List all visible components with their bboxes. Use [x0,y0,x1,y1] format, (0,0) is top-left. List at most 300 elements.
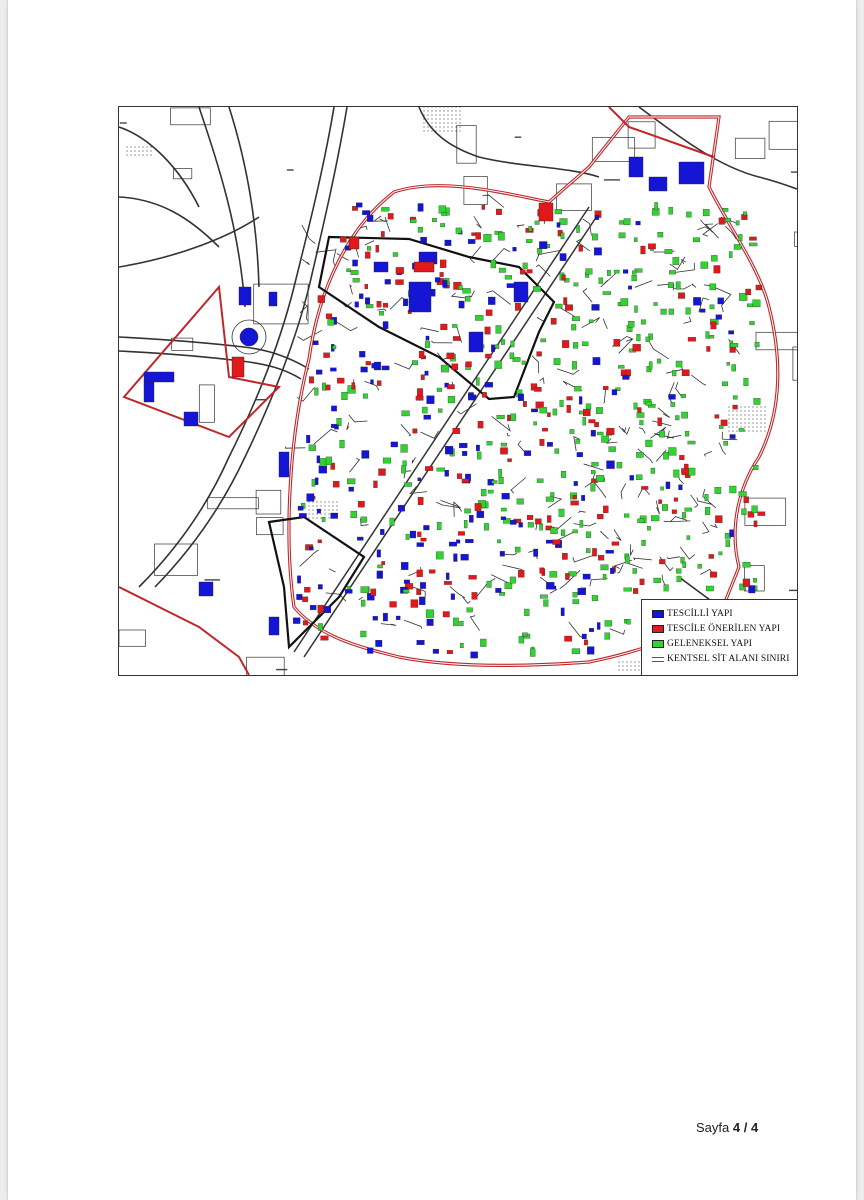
building [587,647,594,655]
hatch-dot [431,126,432,127]
building [513,247,517,251]
building [730,486,737,493]
building [553,540,561,545]
building [711,255,717,261]
building [732,365,736,372]
hatch-dot [312,501,313,502]
building [730,343,738,347]
building [424,525,430,530]
building [688,468,695,475]
building [321,636,329,640]
building [533,286,541,291]
hatch-dot [744,426,745,427]
building [418,478,421,481]
street [507,433,510,436]
registered-block [679,162,704,184]
building [733,405,738,409]
building [309,377,314,384]
building [382,561,385,564]
building [640,579,644,585]
street [658,408,670,418]
building [579,397,582,405]
building [669,270,675,274]
hatch-dot [431,122,432,123]
hatch-dot [740,422,741,423]
hatch-dot [744,406,745,407]
building [293,618,300,624]
building [624,514,629,518]
street [350,285,353,294]
building [583,574,590,579]
building [565,573,569,579]
building [669,309,674,315]
building [340,440,345,448]
building [317,509,321,513]
building [599,278,603,284]
street [517,225,524,228]
hatch-dot [328,505,329,506]
street [470,616,479,631]
building [527,270,533,274]
building [447,385,454,390]
building [523,401,527,406]
building [607,428,615,435]
building [396,267,404,273]
hatch-dot [308,505,309,506]
building [557,223,560,228]
building [328,319,334,325]
street [285,446,305,448]
annotation-mark [515,137,522,138]
hatch-dot [626,669,627,670]
street [704,285,731,294]
building [496,326,501,334]
street [579,511,586,513]
building [457,474,462,479]
building [453,618,458,626]
registered-block [469,332,483,352]
building [686,212,691,217]
street [474,216,482,228]
building [445,240,451,246]
building [555,209,562,214]
building [403,461,407,466]
building [333,481,339,487]
hatch-dot [443,110,444,111]
street [705,451,712,456]
hatch-dot [146,150,147,151]
building [730,435,736,439]
building [388,213,393,219]
hatch-dot [423,122,424,123]
building [565,636,572,641]
building [586,269,593,275]
building [577,452,583,457]
building [669,394,676,399]
building [693,297,701,305]
building [628,286,632,289]
hatch-dot [634,661,635,662]
street [574,437,579,451]
building [753,578,757,582]
building [359,294,363,299]
building [462,451,467,456]
building [487,441,493,445]
hatch-dot [455,107,456,108]
building [524,609,529,616]
hatch-dot [427,122,428,123]
annotation-mark [276,669,287,670]
hatch-dot [732,418,733,419]
hatch-dot [324,501,325,502]
building [320,458,327,466]
hatch-dot [150,146,151,147]
hatch-dot [736,410,737,411]
street [600,531,608,538]
building [313,341,318,345]
building [672,370,676,376]
building [666,482,670,489]
building [710,572,717,578]
building [655,202,658,210]
hatch-dot [618,665,619,666]
hatch-dot [752,426,753,427]
hatch-dot [316,517,317,518]
road-line [119,197,219,247]
street-linework [119,107,797,675]
building [537,352,542,357]
building [654,578,661,583]
building [592,234,597,240]
street [349,415,368,422]
hatch-dot [130,154,131,155]
building [312,479,315,486]
street [482,195,504,207]
building [603,292,611,295]
hatch-dot [728,430,729,431]
parcel [119,630,146,646]
street [463,597,471,603]
building [318,540,322,543]
building [648,244,655,249]
parcel [769,121,797,149]
building [492,481,498,484]
road-line [419,107,599,177]
building [628,321,634,327]
building [734,244,741,249]
building [460,643,463,648]
building [419,351,424,358]
building [743,562,751,567]
hatch-dot [748,426,749,427]
building [511,414,516,421]
hatch-dot [435,107,436,108]
building [441,324,448,330]
building [326,314,332,319]
hatch-dot [146,146,147,147]
parcel [735,138,765,158]
building [437,388,442,392]
building [603,574,606,580]
street [518,441,524,451]
annotation-mark [287,169,294,170]
page-number-separator: / [743,1120,748,1135]
hatch-dot [427,126,428,127]
building [309,445,316,451]
hatch-dot [618,669,619,670]
building [683,562,686,568]
street [511,478,526,494]
building [510,577,516,583]
building [551,528,558,534]
hatch-dot [320,505,321,506]
building [465,539,473,543]
building [445,446,453,454]
building [551,318,556,324]
hatch-dot [736,414,737,415]
building [754,398,761,404]
building [456,228,462,234]
hatch-dot [435,126,436,127]
registered-block [629,157,643,177]
building [505,583,512,589]
building [561,233,564,239]
hatch-dot [324,513,325,514]
building [623,375,630,379]
building [637,413,644,418]
building [591,430,596,436]
building [744,378,749,386]
hatch-dot [312,505,313,506]
building [417,532,421,537]
hatch-dot [752,418,753,419]
hatch-dot [618,661,619,662]
building [419,597,425,605]
hatch-dot [134,154,135,155]
building [567,397,573,401]
building [546,497,554,502]
street [669,382,675,403]
hatch-dot [435,122,436,123]
building [477,452,481,459]
building [520,270,525,275]
registered-block [144,382,154,402]
parcel [155,544,198,575]
hatch-dot [764,418,765,419]
building [365,252,370,259]
building [646,440,653,447]
building [665,249,672,254]
building [429,570,435,574]
building [488,297,495,305]
hatch-dot [756,430,757,431]
hatch-dot [439,130,440,131]
hatch-dot [728,410,729,411]
building [495,361,502,369]
building [725,218,730,221]
hatch-dot [451,110,452,111]
hatch-dot [740,426,741,427]
building [440,272,444,276]
building [658,232,663,237]
hatch-dot [459,107,460,108]
building [729,252,732,258]
street [536,253,539,261]
street [610,629,625,634]
building [687,536,690,540]
legend-item-registered [652,608,733,620]
building [453,336,460,340]
building [752,506,758,513]
hatch-dot [736,426,737,427]
building [424,415,431,419]
hatch-dot [150,154,151,155]
building [376,640,383,646]
hatch-dot [455,122,456,123]
hatch-dot [732,426,733,427]
hatch-dot [748,422,749,423]
hatch-dot [423,110,424,111]
hatch-dot [126,146,127,147]
street [404,620,422,629]
hatch-dot [760,418,761,419]
street [682,260,686,264]
hatch-dot [431,110,432,111]
building [373,616,378,620]
building [383,322,388,329]
hatch-dot [756,426,757,427]
building [624,588,632,592]
building [529,226,532,231]
building [510,520,516,524]
building [478,421,483,428]
building [706,332,709,339]
building [526,239,532,242]
parcel [208,498,259,509]
hatch-dot [744,422,745,423]
building [561,530,565,536]
hatch-dot [447,114,448,115]
building [632,275,637,281]
building [686,308,691,315]
building [331,406,336,411]
building [718,298,724,304]
building [437,468,445,471]
building [534,422,537,426]
building [636,475,642,480]
building [426,610,434,618]
parcel [557,184,592,211]
hatch-dot [622,661,623,662]
registered-block [269,617,279,635]
hatch-dot [736,422,737,423]
building [709,554,714,558]
building [578,588,586,595]
hatch-dot [740,418,741,419]
building [362,211,370,215]
hatch-dot [756,410,757,411]
registered-block [649,177,667,191]
building [518,570,524,577]
building [522,633,527,636]
building [412,361,418,365]
building [634,403,638,410]
building [406,534,409,540]
building [619,233,625,238]
building [659,559,665,564]
hatch-dot [328,509,329,510]
building [698,564,702,568]
building [730,347,736,353]
building [324,606,331,613]
building [746,289,751,295]
map-canvas [119,107,797,675]
building [618,365,624,368]
building [403,590,409,593]
hatch-dot [435,110,436,111]
building [517,499,524,505]
building [519,636,524,643]
building [654,302,658,305]
building [459,301,464,308]
building [646,337,650,342]
building [688,441,695,444]
hatch-dot [748,410,749,411]
building [417,570,423,577]
building [730,530,734,537]
building [484,234,492,241]
hatch-dot [728,414,729,415]
hatch-dot [455,130,456,131]
building [477,511,484,518]
building [542,428,548,431]
building [518,394,524,401]
building [562,553,567,559]
building [552,586,557,589]
hatch-dot [622,665,623,666]
building [476,233,481,240]
building [637,334,641,341]
building [433,649,439,653]
building [707,346,711,351]
building [441,213,447,216]
street [470,246,481,263]
hatch-dot [760,410,761,411]
building [582,342,588,346]
building [592,595,598,601]
building [469,515,473,522]
building [573,495,576,499]
building [573,600,579,604]
street [702,522,709,534]
building [443,612,450,618]
hatch-dot [150,150,151,151]
hatch-dot [760,406,761,407]
building [641,246,646,254]
building [596,475,604,481]
hatch-dot [760,414,761,415]
building [607,270,610,276]
building [447,353,455,359]
hatch-dot [324,509,325,510]
hatch-dot [427,107,428,108]
building [554,358,560,364]
building [586,404,591,409]
hatch-dot [447,110,448,111]
street [630,544,633,555]
road-line [229,107,259,287]
building [668,282,673,287]
